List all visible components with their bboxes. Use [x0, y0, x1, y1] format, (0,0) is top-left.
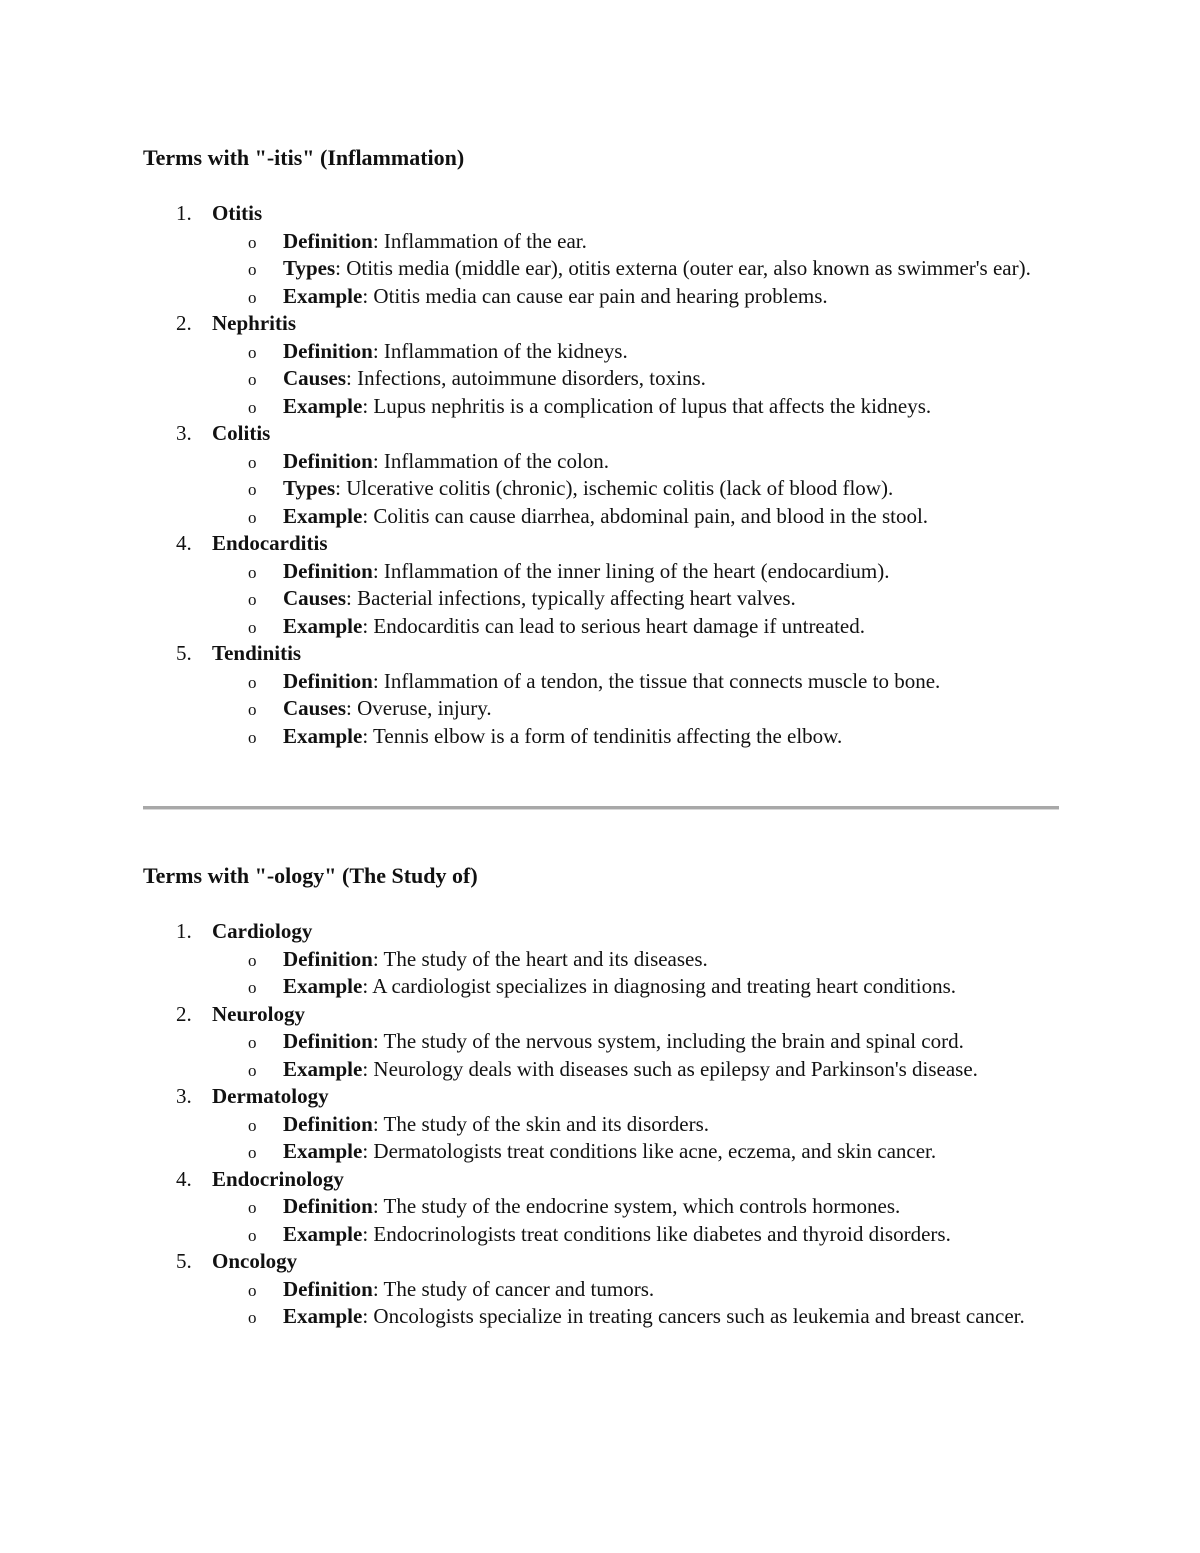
detail-label: Example: [283, 393, 363, 418]
detail-text: : Bacterial infections, typically affecting heart valves.: [346, 586, 796, 610]
detail-text: : Oncologists specialize in treating cancers such as leukemia and breast cancer.: [362, 1304, 1025, 1328]
bullet-icon: o: [248, 397, 257, 417]
detail-text: : Infections, autoimmune disorders, toxins.: [346, 366, 706, 390]
term-item-endocrinology: [143, 1166, 1059, 1249]
term-name: Oncology: [212, 1249, 298, 1273]
term-name: Endocrinology: [212, 1166, 344, 1191]
detail-text: : Lupus nephritis is a complication of lupus that affects the kidneys.: [362, 393, 932, 418]
detail-text: : Tennis elbow is a form of tendinitis affecting the elbow.: [362, 723, 843, 748]
term-item-colitis: [143, 420, 1059, 530]
detail-text: : Dermatologists treat conditions like acne, eczema, and skin cancer.: [362, 1139, 937, 1163]
detail-item: [212, 585, 1059, 613]
detail-text: : Inflammation of a tendon, the tissue that connects muscle to bone.: [372, 668, 941, 693]
detail-item: [212, 1056, 1059, 1084]
detail-text: : The study of the endocrine system, which controls hormones.: [372, 1194, 901, 1218]
detail-label: Definition: [283, 448, 373, 473]
bullet-icon: o: [248, 452, 257, 472]
term-name: Tendinitis: [212, 641, 302, 665]
detail-item: [212, 946, 1059, 974]
detail-label: Example: [283, 283, 363, 308]
detail-label: Example: [283, 723, 363, 748]
term-item-nephritis: [143, 310, 1059, 420]
term-item-cardiology: [143, 918, 1059, 1001]
bullet-icon: o: [248, 260, 257, 279]
bullet-icon: o: [248, 480, 257, 499]
detail-label: Types: [283, 256, 336, 280]
list-number: 4.: [176, 531, 192, 555]
bullet-icon: o: [248, 1115, 257, 1135]
detail-text: : Otitis media (middle ear), otitis externa (outer ear, also known as swimmer's ear).: [335, 256, 1031, 280]
detail-list: [212, 1276, 1059, 1331]
detail-item: [212, 365, 1059, 393]
detail-text: : Endocrinologists treat conditions like diabetes and thyroid disorders.: [362, 1221, 951, 1246]
detail-list: [212, 228, 1059, 311]
term-name: Colitis: [212, 421, 271, 445]
detail-text: : Colitis can cause diarrhea, abdominal pain, and blood in the stool.: [362, 503, 929, 528]
detail-item: [212, 255, 1059, 283]
list-number: 3.: [176, 1084, 192, 1108]
detail-label: Example: [283, 613, 363, 638]
detail-text: : The study of the heart and its diseases.: [372, 946, 708, 971]
section-itis: [143, 144, 1059, 748]
detail-text: : Inflammation of the ear.: [372, 228, 587, 253]
detail-label: Definition: [283, 1111, 373, 1136]
detail-list: [212, 1028, 1059, 1083]
detail-item: [212, 973, 1059, 1001]
bullet-icon: o: [248, 617, 257, 637]
bullet-icon: o: [248, 1198, 257, 1217]
detail-list: [212, 558, 1059, 641]
detail-item: [212, 283, 1059, 311]
bullet-icon: o: [248, 590, 257, 609]
list-number: 5.: [176, 1249, 192, 1273]
bullet-icon: o: [248, 978, 257, 997]
bullet-icon: o: [248, 342, 257, 362]
detail-list: [212, 1193, 1059, 1248]
detail-item: [212, 668, 1059, 696]
detail-label: Example: [283, 1304, 363, 1328]
detail-text: : A cardiologist specializes in diagnosing and treating heart conditions.: [362, 974, 957, 998]
horizontal-rule: [143, 806, 1059, 810]
term-list: [143, 200, 1059, 750]
bullet-icon: o: [248, 287, 257, 307]
term-name: Dermatology: [212, 1084, 329, 1108]
bullet-icon: o: [248, 727, 257, 747]
detail-list: [212, 1111, 1059, 1166]
list-number: 3.: [176, 421, 192, 445]
detail-text: : Inflammation of the kidneys.: [372, 338, 628, 363]
bullet-icon: o: [248, 507, 257, 527]
detail-label: Causes: [283, 586, 347, 610]
detail-item: [212, 1221, 1059, 1249]
term-item-neurology: [143, 1001, 1059, 1084]
detail-label: Definition: [283, 338, 373, 363]
detail-list: [212, 946, 1059, 1001]
list-number: 1.: [176, 919, 192, 943]
detail-item: [212, 475, 1059, 503]
detail-item: [212, 338, 1059, 366]
detail-text: : The study of the nervous system, including the brain and spinal cord.: [372, 1029, 964, 1053]
detail-item: [212, 1193, 1059, 1221]
term-item-otitis: [143, 200, 1059, 310]
detail-label: Definition: [283, 1276, 373, 1301]
detail-label: Types: [283, 476, 336, 500]
section-ology: [143, 862, 1059, 1328]
term-name: Neurology: [212, 1001, 305, 1026]
term-item-endocarditis: [143, 530, 1059, 640]
detail-item: [212, 1028, 1059, 1056]
detail-label: Definition: [283, 1029, 373, 1053]
list-number: 2.: [176, 1001, 192, 1026]
term-name: Nephritis: [212, 311, 296, 335]
detail-item: [212, 1111, 1059, 1139]
bullet-icon: o: [248, 1280, 257, 1300]
detail-label: Definition: [283, 668, 373, 693]
detail-label: Definition: [283, 558, 373, 583]
detail-label: Example: [283, 974, 363, 998]
bullet-icon: o: [248, 1033, 257, 1052]
detail-text: : Otitis media can cause ear pain and hearing problems.: [362, 283, 828, 308]
detail-text: : Endocarditis can lead to serious heart damage if untreated.: [362, 613, 865, 638]
term-item-oncology: [143, 1248, 1059, 1331]
section-heading: Terms with "-ology" (The Study of): [143, 863, 478, 888]
bullet-icon: o: [248, 562, 257, 582]
term-list: [143, 918, 1059, 1331]
term-item-tendinitis: [143, 640, 1059, 750]
detail-item: [212, 558, 1059, 586]
detail-label: Causes: [283, 366, 347, 390]
detail-text: : The study of cancer and tumors.: [372, 1276, 655, 1301]
detail-text: : Inflammation of the inner lining of the heart (endocardium).: [372, 558, 890, 583]
detail-item: [212, 503, 1059, 531]
detail-text: : The study of the skin and its disorders.: [372, 1111, 710, 1136]
term-item-dermatology: [143, 1083, 1059, 1166]
detail-text: : Ulcerative colitis (chronic), ischemic colitis (lack of blood flow).: [335, 476, 894, 500]
bullet-icon: o: [248, 700, 257, 719]
detail-label: Definition: [283, 946, 373, 971]
detail-label: Example: [283, 503, 363, 528]
term-name: Endocarditis: [212, 531, 328, 555]
detail-item: [212, 1138, 1059, 1166]
detail-item: [212, 448, 1059, 476]
detail-text: : Inflammation of the colon.: [372, 448, 610, 473]
detail-label: Definition: [283, 1194, 373, 1218]
detail-item: [212, 393, 1059, 421]
detail-list: [212, 668, 1059, 751]
bullet-icon: o: [248, 1060, 257, 1080]
bullet-icon: o: [248, 370, 257, 389]
detail-label: Definition: [283, 228, 373, 253]
bullet-icon: o: [248, 672, 257, 692]
bullet-icon: o: [248, 1143, 257, 1162]
bullet-icon: o: [248, 1308, 257, 1327]
list-number: 4.: [176, 1166, 192, 1191]
detail-list: [212, 338, 1059, 421]
detail-label: Example: [283, 1056, 363, 1081]
detail-label: Example: [283, 1139, 363, 1163]
detail-item: [212, 695, 1059, 723]
detail-list: [212, 448, 1059, 531]
list-number: 1.: [176, 201, 192, 225]
detail-item: [212, 723, 1059, 751]
bullet-icon: o: [248, 1225, 257, 1245]
list-number: 2.: [176, 311, 192, 335]
detail-item: [212, 613, 1059, 641]
detail-item: [212, 1276, 1059, 1304]
section-heading: Terms with "-itis" (Inflammation): [143, 145, 465, 170]
detail-item: [212, 1303, 1059, 1331]
detail-item: [212, 228, 1059, 256]
detail-text: : Overuse, injury.: [346, 696, 492, 720]
bullet-icon: o: [248, 950, 257, 970]
detail-text: : Neurology deals with diseases such as epilepsy and Parkinson's disease.: [362, 1056, 978, 1081]
term-name: Otitis: [212, 201, 263, 225]
bullet-icon: o: [248, 232, 257, 252]
detail-label: Causes: [283, 696, 347, 720]
term-name: Cardiology: [212, 919, 313, 943]
detail-label: Example: [283, 1221, 363, 1246]
list-number: 5.: [176, 641, 192, 665]
